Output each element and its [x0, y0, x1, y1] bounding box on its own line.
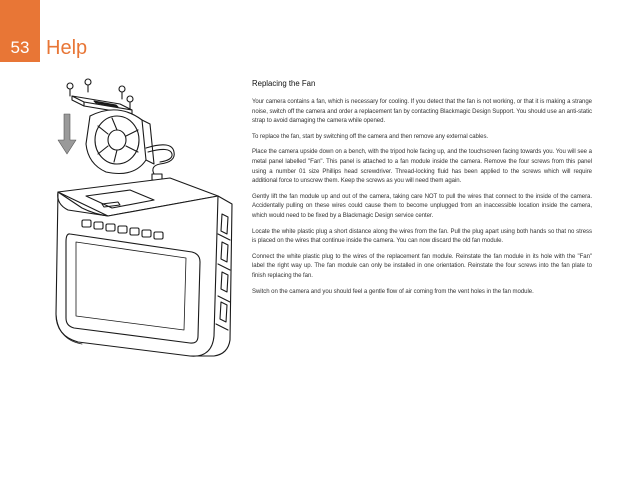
- fan-module: [86, 110, 154, 174]
- screw-icon: [127, 96, 133, 109]
- camera-body: [56, 178, 232, 356]
- paragraph: Connect the white plastic plug to the wires of the replacement fan module. Reinstate the fan module in its hole with the "Fan" label the right way up. The fan module can only be installed in one orientation. Reinstate the four screws into the fan plate to finish replacing the fan.: [252, 253, 592, 279]
- page-number-tab: [0, 0, 40, 62]
- fan-replacement-illustration: [42, 74, 242, 374]
- paragraph: Switch on the camera and you should feel a gentle flow of air coming from the vent holes in the fan module.: [252, 288, 534, 295]
- down-arrow-icon: [58, 114, 76, 154]
- paragraph: To replace the fan, start by switching off the camera and then remove any external cables.: [252, 133, 489, 140]
- article-heading: Replacing the Fan: [252, 79, 316, 88]
- paragraph: Place the camera upside down on a bench, with the tripod hole facing up, and the touchscreen facing towards you. You will see a metal panel labelled "Fan". This panel is attached to a fan module inside the camera. Remove the four screws from this panel using a number 01 size Phillips head screwdriver. Thread-locking fluid has been applied to the screws which will require additional force to unscrew them. Keep the screws as you will need them again.: [252, 149, 592, 185]
- paragraph: Gently lift the fan module up and out of the camera, taking care NOT to pull the wires that connect to the inside of the camera. Accidentally pulling on these wires could cause them to become unplugged from an inaccessible location inside the camera, which would need to be fixed by a Blackmagic Design service center.: [252, 193, 592, 219]
- screw-icon: [85, 79, 91, 92]
- paragraph: Locate the white plastic plug a short distance along the wires from the fan. Pull the plug apart using both hands so that no stress is placed on the wires that continue inside the camera. You can now discard the old fan module.: [252, 228, 592, 245]
- section-title: Help: [46, 37, 88, 59]
- article: [252, 79, 592, 303]
- paragraph: Your camera contains a fan, which is necessary for cooling. If you detect that the fan is not working, or that it is making a strange noise, switch off the camera and order a replacement fan by contacting Blackmagic Design Support. You should use an anti-static strap to avoid damaging the camera while opened.: [252, 99, 592, 125]
- page-number: 53: [10, 38, 30, 57]
- screw-icon: [67, 83, 73, 96]
- screw-icon: [119, 86, 125, 99]
